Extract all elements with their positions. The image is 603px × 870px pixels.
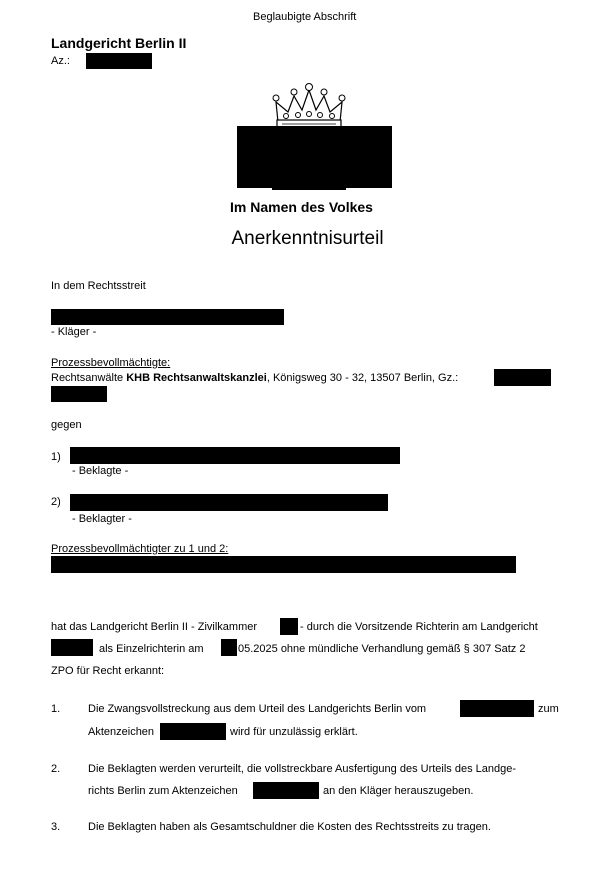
counsel-firm: KHB Rechtsanwaltskanzlei <box>126 372 267 384</box>
redacted-file-number-1 <box>160 723 226 740</box>
redacted-judgment-date <box>460 700 534 717</box>
in-the-name-of-the-people: Im Namen des Volkes <box>230 199 373 215</box>
item2-line1: Die Beklagten werden verurteilt, die vollstreckbare Ausfertigung des Urteils des Landge- <box>88 763 517 775</box>
defendant1-role: - Beklagte - <box>72 465 129 477</box>
redacted-file-number-2 <box>253 782 319 799</box>
plaintiff-counsel-line <box>51 371 458 385</box>
counsel-prefix: Rechtsanwälte <box>51 372 127 384</box>
redacted-judge-name <box>51 639 93 656</box>
defendant2-number: 2) <box>51 496 61 508</box>
redacted-defendant-counsel <box>51 556 516 573</box>
redacted-case-ref <box>86 53 152 69</box>
ruling-intro-line1a: hat das Landgericht Berlin II - Zivilkammer <box>51 621 258 633</box>
redacted-counsel-ref <box>494 369 551 386</box>
redacted-coat-of-arms-base <box>272 186 346 190</box>
redacted-defendant1 <box>70 447 400 464</box>
case-ref-label: Az.: <box>51 55 70 67</box>
defendant2-role: - Beklagter - <box>72 513 132 525</box>
redacted-chamber-number <box>280 618 298 635</box>
redacted-counsel-ref-cont <box>51 386 107 402</box>
ruling-intro-line2a: als Einzelrichterin am <box>99 643 204 655</box>
redacted-coat-of-arms <box>237 126 392 188</box>
defendant1-number: 1) <box>51 451 61 463</box>
plaintiff-role: - Kläger - <box>51 326 97 338</box>
ruling-intro-line2b: 05.2025 ohne mündliche Verhandlung gemäß § 307 Satz 2 <box>238 643 526 655</box>
item2-number: 2. <box>51 763 61 775</box>
counsel-address: , Königsweg 30 - 32, 13507 Berlin, Gz.: <box>266 372 459 384</box>
ruling-intro-line3: ZPO für Recht erkannt: <box>51 665 165 677</box>
item2-line2a: richts Berlin zum Aktenzeichen <box>88 785 238 797</box>
ruling-intro-line1b: - durch die Vorsitzende Richterin am Landgericht <box>300 621 538 633</box>
item1-line1a: Die Zwangsvollstreckung aus dem Urteil des Landgerichts Berlin vom <box>88 703 427 715</box>
item3-line1: Die Beklagten haben als Gesamtschuldner die Kosten des Rechtsstreits zu tragen. <box>88 821 491 833</box>
item1-line1b: zum <box>538 703 559 715</box>
certified-copy-label: Beglaubigte Abschrift <box>253 11 357 23</box>
item1-line2a: Aktenzeichen <box>88 726 155 738</box>
crown-icon <box>272 82 346 130</box>
proceedings-intro: In dem Rechtsstreit <box>51 280 146 292</box>
redacted-plaintiff <box>51 309 284 325</box>
item1-number: 1. <box>51 703 61 715</box>
item2-line2b: an den Kläger herauszugeben. <box>323 785 474 797</box>
versus-label: gegen <box>51 419 82 431</box>
item1-line2b: wird für unzulässig erklärt. <box>230 726 358 738</box>
redacted-day <box>221 639 237 656</box>
plaintiff-counsel-heading: Prozessbevollmächtigte: <box>51 357 171 369</box>
item3-number: 3. <box>51 821 61 833</box>
court-name: Landgericht Berlin II <box>51 35 187 51</box>
judgment-title: Anerkenntnisurteil <box>231 228 384 249</box>
defendant-counsel-heading: Prozessbevollmächtigter zu 1 und 2: <box>51 543 229 555</box>
redacted-defendant2 <box>70 494 388 511</box>
